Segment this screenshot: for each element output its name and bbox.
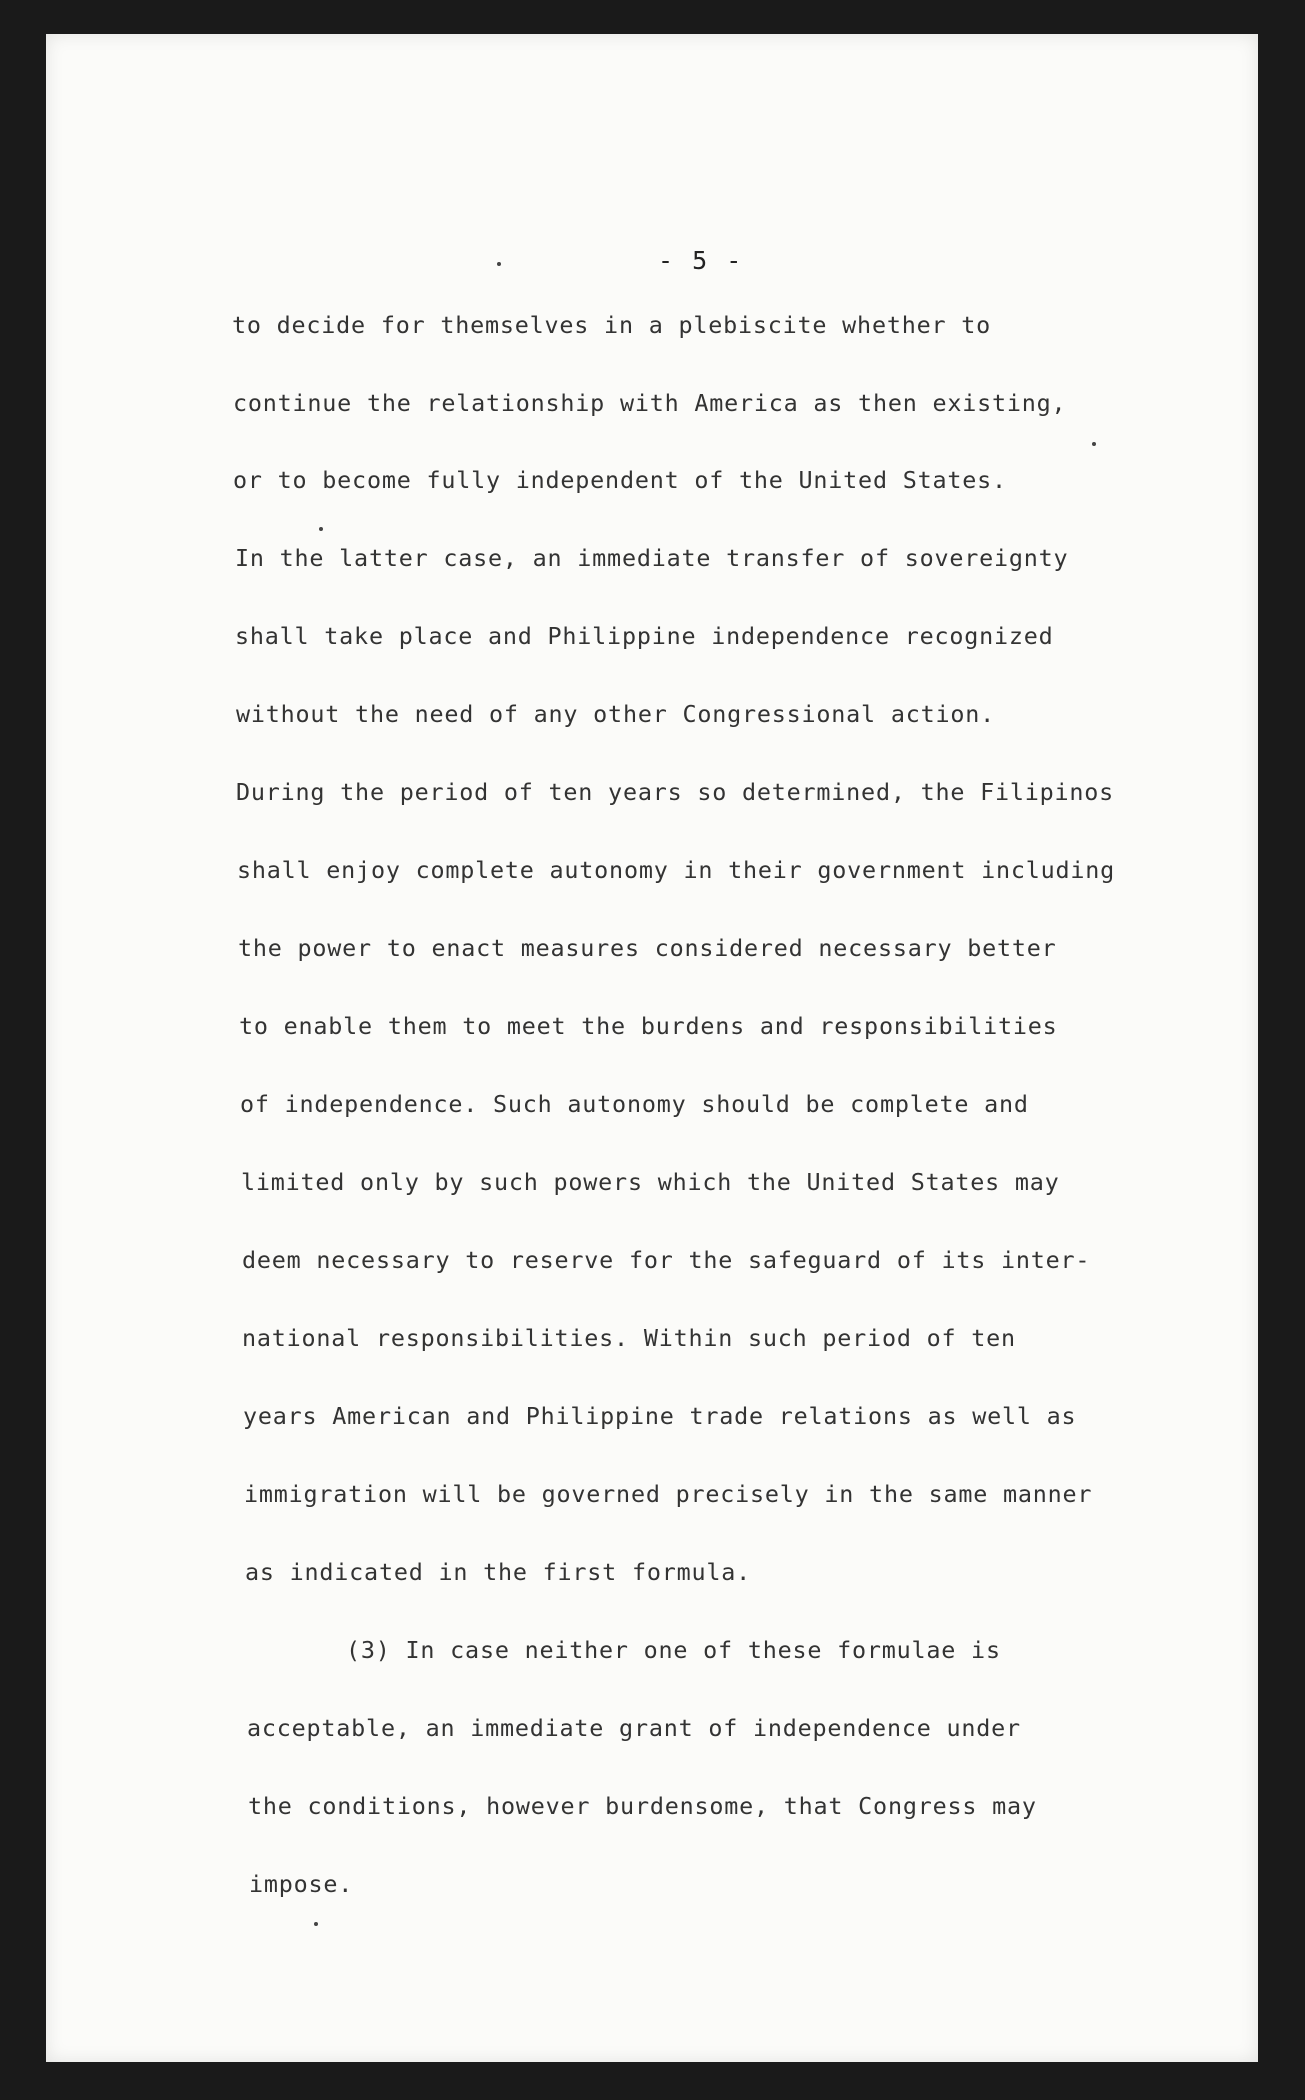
document-page [46, 34, 1258, 2062]
text-line: the conditions, however burdensome, that Congress may [248, 1792, 1037, 1820]
text-line: During the period of ten years so determined, the Filipinos [236, 778, 1115, 806]
text-line: or to become fully independent of the United States. [233, 466, 1007, 494]
text-line: of independence. Such autonomy should be complete and [240, 1090, 1029, 1118]
text-line: (3) In case neither one of these formulae is [346, 1636, 1001, 1664]
text-line: immigration will be governed precisely in the same manner [244, 1480, 1093, 1508]
text-line: the power to enact measures considered necessary better [238, 934, 1057, 962]
ink-speck [314, 1922, 318, 1926]
text-line: shall enjoy complete autonomy in their government including [237, 856, 1116, 884]
text-line: years American and Philippine trade relations as well as [243, 1402, 1077, 1430]
text-line: impose. [249, 1870, 354, 1898]
text-line: acceptable, an immediate grant of independence under [247, 1714, 1021, 1742]
ink-speck [497, 262, 501, 266]
text-line: to enable them to meet the burdens and responsibilities [239, 1012, 1058, 1040]
text-line: continue the relationship with America as then existing, [233, 389, 1067, 417]
text-line: as indicated in the first formula. [245, 1558, 751, 1586]
ink-speck [319, 527, 323, 531]
page-number: - 5 - [658, 246, 744, 275]
text-line: national responsibilities. Within such period of ten [242, 1324, 1016, 1352]
text-line: In the latter case, an immediate transfer of sovereignty [235, 544, 1069, 572]
ink-speck [1092, 442, 1096, 446]
text-line: to decide for themselves in a plebiscite whether to [232, 311, 991, 339]
text-line: deem necessary to reserve for the safeguard of its inter- [242, 1246, 1091, 1274]
text-line: without the need of any other Congressional action. [236, 700, 995, 728]
text-line: limited only by such powers which the United States may [241, 1168, 1060, 1196]
text-line: shall take place and Philippine independence recognized [235, 622, 1054, 650]
